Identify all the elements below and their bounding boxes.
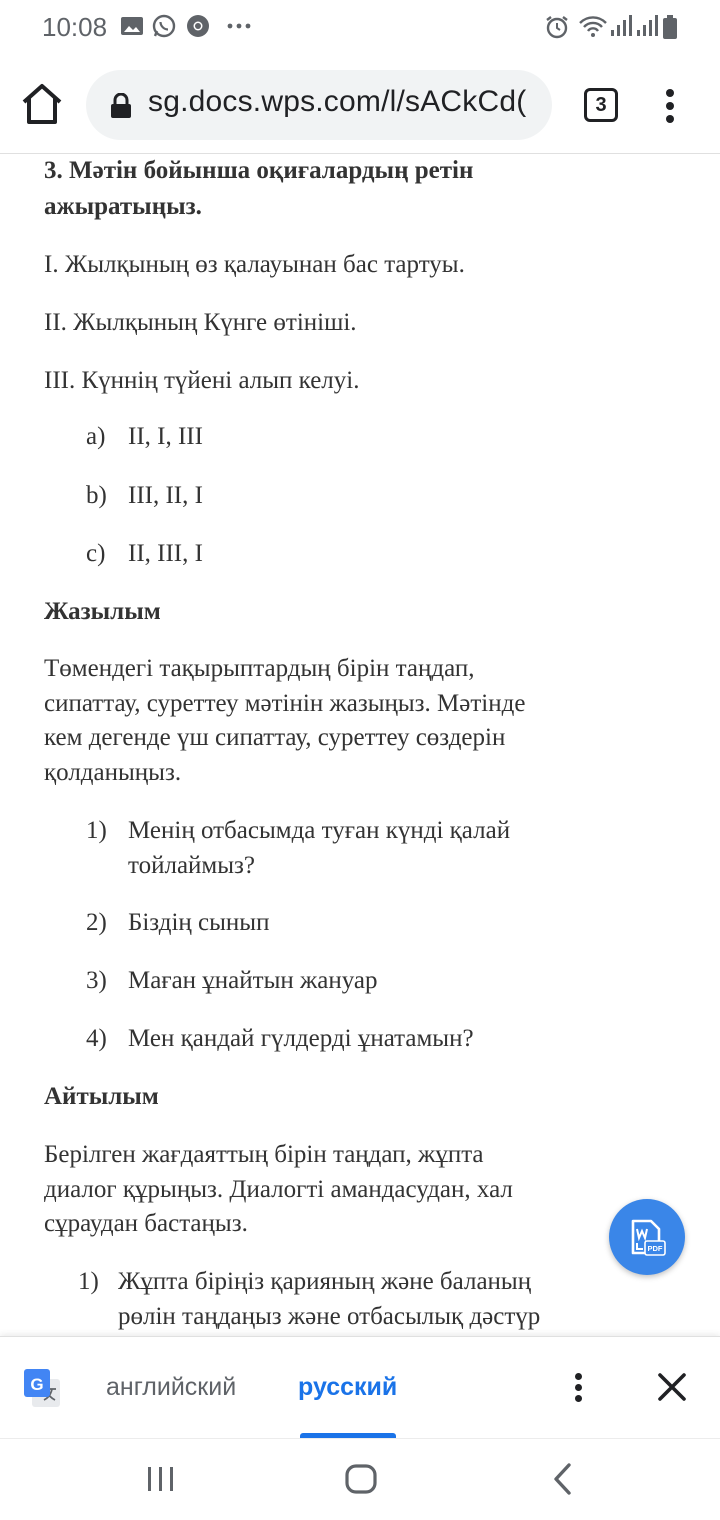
translate-menu-icon[interactable] [568, 1371, 588, 1405]
section-heading: Айтылым [44, 1083, 159, 1110]
signal-icon [610, 14, 632, 38]
question-title: ажыратыңыз. [44, 193, 202, 220]
paragraph-line: қолданыңыз. [44, 759, 182, 786]
option-text: II, III, I [128, 540, 203, 567]
event-item: II. Жылқының Күнге өтініші. [44, 309, 357, 336]
topic-text: Мен қандай гүлдерді ұнатамын? [128, 1025, 474, 1052]
situation-text: рөлін таңдаңыз және отбасылық дәстүр [118, 1303, 541, 1330]
topic-number: 2) [86, 909, 107, 936]
gallery-icon [120, 14, 144, 38]
recent-apps-icon[interactable] [146, 1461, 176, 1497]
browser-menu-icon[interactable] [656, 86, 684, 126]
battery-icon [662, 14, 678, 40]
paragraph-line: Төмендегі тақырыптардың бірін таңдап, [44, 655, 475, 682]
topic-text: Маған ұнайтын жануар [128, 967, 378, 994]
option-letter: c) [86, 540, 106, 567]
question-title: 3. Мәтін бойынша оқиғалардың ретін [44, 157, 474, 184]
paragraph-line: сұраудан бастаңыз. [44, 1210, 248, 1237]
status-bar [0, 0, 720, 56]
svg-text:PDF: PDF [647, 1244, 663, 1253]
topic-text: Біздің сынып [128, 909, 270, 936]
address-bar[interactable] [86, 70, 552, 140]
option-letter: a) [86, 423, 106, 450]
option-text: II, I, III [128, 423, 203, 450]
chrome-icon [186, 14, 210, 38]
topic-number: 4) [86, 1025, 107, 1052]
topic-number: 1) [86, 817, 107, 844]
browser-toolbar [0, 56, 720, 154]
source-language-tab[interactable]: английский [106, 1373, 237, 1401]
situation-number: 1) [78, 1268, 99, 1295]
paragraph-line: Берілген жағдаяттың бірін таңдап, жұпта [44, 1141, 484, 1168]
paragraph-line: кем дегенде үш сипаттау, суреттеу сөздерін [44, 724, 506, 751]
wifi-icon [578, 14, 608, 40]
topic-number: 3) [86, 967, 107, 994]
close-icon[interactable] [652, 1367, 692, 1407]
more-icon [226, 14, 252, 38]
paragraph-line: диалог құрыңыз. Диалогті амандасудан, хал [44, 1176, 513, 1203]
section-heading: Жазылым [44, 598, 161, 625]
status-time: 10:08 [42, 12, 108, 42]
tab-switcher-button[interactable]: 3 [584, 88, 618, 122]
home-icon[interactable] [20, 82, 64, 126]
option-text: III, II, I [128, 482, 203, 509]
event-item: III. Күннің түйені алып келуі. [44, 367, 360, 394]
system-nav-bar [0, 1438, 720, 1520]
document-content [0, 154, 720, 1336]
paragraph-line: сипаттау, суреттеу мәтінін жазыңыз. Мәтінде [44, 690, 526, 717]
svg-text:G: G [30, 1375, 44, 1394]
topic-text: Менің отбасымда туған күнді қалай [128, 817, 511, 844]
signal-icon [636, 14, 658, 38]
option-letter: b) [86, 482, 107, 509]
pdf-icon [609, 1199, 685, 1275]
convert-to-pdf-button[interactable] [609, 1199, 685, 1275]
situation-text: Жұпта біріңіз қарияның және баланың [118, 1268, 532, 1295]
alarm-icon [544, 14, 570, 40]
target-language-tab[interactable]: русский [298, 1373, 398, 1401]
whatsapp-icon [152, 14, 176, 38]
url-text[interactable]: sg.docs.wps.com/l/sACkCd( [148, 85, 527, 118]
back-icon[interactable] [550, 1461, 576, 1497]
topic-text: тойлаймыз? [128, 852, 256, 879]
home-nav-icon[interactable] [344, 1461, 378, 1497]
translate-bar [0, 1336, 720, 1438]
lock-icon [110, 93, 132, 119]
google-translate-icon[interactable] [22, 1367, 62, 1409]
event-item: I. Жылқының өз қалауынан бас тартуы. [44, 251, 465, 278]
